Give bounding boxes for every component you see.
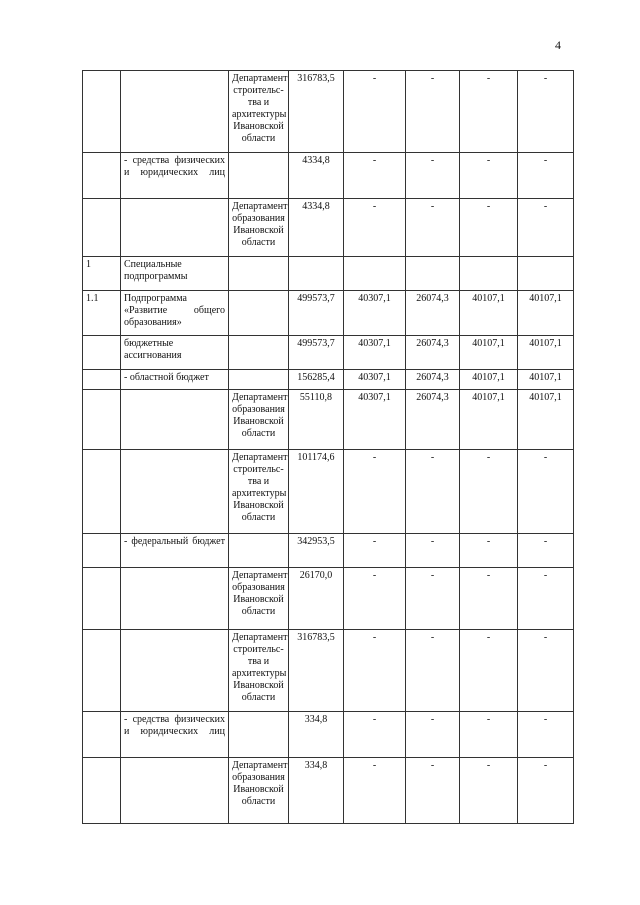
total-amount-cell: 499573,7 <box>289 336 344 370</box>
total-amount-cell: 342953,5 <box>289 534 344 568</box>
executor-cell <box>229 568 289 630</box>
year-amount-cell: - <box>518 712 574 758</box>
table-row <box>83 336 574 370</box>
executor-line: Департамент <box>232 570 288 581</box>
item-name-cell: Специальные подпрограммы <box>121 257 229 291</box>
year-amount-cell: - <box>344 758 406 824</box>
executor-line: Ивановской <box>233 225 284 236</box>
executor-cell <box>229 336 289 370</box>
total-amount-cell: 334,8 <box>289 712 344 758</box>
executor-line: строительс- <box>233 644 284 655</box>
executor-cell <box>229 534 289 568</box>
executor-line: Ивановской <box>233 416 284 427</box>
year-amount-cell: - <box>518 450 574 534</box>
year-amount-cell: - <box>406 153 460 199</box>
total-amount-cell: 4334,8 <box>289 153 344 199</box>
year-amount-cell: - <box>518 71 574 153</box>
year-amount-cell: - <box>518 568 574 630</box>
total-amount-cell: 499573,7 <box>289 291 344 336</box>
year-amount-cell: 40107,1 <box>518 370 574 390</box>
item-name-cell: бюджетные ассигнования <box>121 336 229 370</box>
row-number-cell <box>83 568 121 630</box>
total-amount-cell: 316783,5 <box>289 630 344 712</box>
budget-table <box>82 70 574 824</box>
table-row <box>83 568 574 630</box>
executor-line: Ивановской <box>233 121 284 132</box>
year-amount-cell: 40107,1 <box>518 390 574 450</box>
year-amount-cell: - <box>518 630 574 712</box>
year-amount-cell: - <box>344 199 406 257</box>
year-amount-cell <box>518 257 574 291</box>
executor-line: Департамент <box>232 760 288 771</box>
year-amount-cell: - <box>344 450 406 534</box>
year-amount-cell: - <box>406 450 460 534</box>
year-amount-cell: 40307,1 <box>344 336 406 370</box>
item-name-cell <box>121 71 229 153</box>
item-name-cell <box>121 630 229 712</box>
executor-line: образования <box>232 213 285 224</box>
year-amount-cell: - <box>406 758 460 824</box>
year-amount-cell <box>460 257 518 291</box>
item-name-cell: - средства физических и юридических лиц <box>121 153 229 199</box>
table-row <box>83 630 574 712</box>
year-amount-cell <box>344 257 406 291</box>
item-name-cell: - федеральный бюджет <box>121 534 229 568</box>
row-number-cell <box>83 153 121 199</box>
item-name-cell: Подпрограмма «Развитие общего образования» <box>121 291 229 336</box>
executor-cell <box>229 450 289 534</box>
executor-line: архитектуры <box>232 488 287 499</box>
item-name-cell: - областной бюджет <box>121 370 229 390</box>
executor-line: Ивановской <box>233 594 284 605</box>
executor-line: образования <box>232 404 285 415</box>
executor-line: архитектуры <box>232 668 287 679</box>
year-amount-cell: - <box>344 712 406 758</box>
table-row <box>83 390 574 450</box>
executor-line: области <box>241 606 276 617</box>
total-amount-cell: 156285,4 <box>289 370 344 390</box>
item-name-cell <box>121 199 229 257</box>
executor-cell <box>229 390 289 450</box>
year-amount-cell: - <box>460 712 518 758</box>
year-amount-cell: - <box>460 534 518 568</box>
year-amount-cell: - <box>406 534 460 568</box>
executor-line: образования <box>232 772 285 783</box>
executor-line: тва и <box>247 476 270 487</box>
year-amount-cell: - <box>344 630 406 712</box>
year-amount-cell: 40307,1 <box>344 390 406 450</box>
table-row <box>83 291 574 336</box>
item-name-cell: - средства физических и юридических лиц <box>121 712 229 758</box>
year-amount-cell: 40107,1 <box>460 291 518 336</box>
executor-line: области <box>241 692 276 703</box>
executor-line: строительс- <box>233 85 284 96</box>
total-amount-cell: 4334,8 <box>289 199 344 257</box>
year-amount-cell: 40107,1 <box>518 336 574 370</box>
year-amount-cell: 40307,1 <box>344 370 406 390</box>
year-amount-cell: - <box>460 153 518 199</box>
year-amount-cell: - <box>460 199 518 257</box>
executor-cell <box>229 71 289 153</box>
executor-cell <box>229 370 289 390</box>
row-number-cell <box>83 534 121 568</box>
executor-cell <box>229 630 289 712</box>
row-number-cell <box>83 712 121 758</box>
executor-line: Департамент <box>232 632 288 643</box>
executor-line: области <box>241 428 276 439</box>
executor-cell <box>229 257 289 291</box>
year-amount-cell: - <box>460 71 518 153</box>
year-amount-cell: 26074,3 <box>406 370 460 390</box>
year-amount-cell: - <box>518 534 574 568</box>
executor-line: области <box>241 512 276 523</box>
executor-line: Ивановской <box>233 680 284 691</box>
executor-line: Департамент <box>232 392 288 403</box>
year-amount-cell: 40107,1 <box>518 291 574 336</box>
executor-line: Департамент <box>232 73 288 84</box>
executor-line: тва и <box>247 97 270 108</box>
year-amount-cell: - <box>460 568 518 630</box>
executor-cell <box>229 758 289 824</box>
table-row <box>83 370 574 390</box>
year-amount-cell: - <box>460 630 518 712</box>
year-amount-cell: - <box>406 71 460 153</box>
page-number: 4 <box>555 38 561 52</box>
year-amount-cell: - <box>460 758 518 824</box>
executor-line: архитектуры <box>232 109 287 120</box>
year-amount-cell: 26074,3 <box>406 336 460 370</box>
executor-line: тва и <box>247 656 270 667</box>
year-amount-cell: - <box>344 153 406 199</box>
year-amount-cell <box>406 257 460 291</box>
executor-cell <box>229 712 289 758</box>
year-amount-cell: - <box>460 450 518 534</box>
year-amount-cell: 40107,1 <box>460 370 518 390</box>
total-amount-cell: 55110,8 <box>289 390 344 450</box>
year-amount-cell: - <box>344 71 406 153</box>
table-row <box>83 153 574 199</box>
row-number-cell <box>83 199 121 257</box>
row-number-cell: 1 <box>83 257 121 291</box>
executor-line: области <box>241 133 276 144</box>
table-row <box>83 450 574 534</box>
executor-line: области <box>241 796 276 807</box>
year-amount-cell: - <box>518 758 574 824</box>
row-number-cell <box>83 758 121 824</box>
row-number-cell <box>83 390 121 450</box>
executor-line: образования <box>232 582 285 593</box>
year-amount-cell: - <box>406 199 460 257</box>
year-amount-cell: 40307,1 <box>344 291 406 336</box>
executor-cell <box>229 199 289 257</box>
year-amount-cell: - <box>518 153 574 199</box>
row-number-cell <box>83 450 121 534</box>
year-amount-cell: 40107,1 <box>460 390 518 450</box>
year-amount-cell: - <box>518 199 574 257</box>
year-amount-cell: 26074,3 <box>406 390 460 450</box>
year-amount-cell: 40107,1 <box>460 336 518 370</box>
item-name-cell <box>121 450 229 534</box>
year-amount-cell: - <box>406 630 460 712</box>
row-number-cell: 1.1 <box>83 291 121 336</box>
total-amount-cell: 101174,6 <box>289 450 344 534</box>
item-name-cell <box>121 758 229 824</box>
table-row <box>83 199 574 257</box>
table-row <box>83 257 574 291</box>
executor-line: строительс- <box>233 464 284 475</box>
row-number-cell <box>83 630 121 712</box>
executor-line: Департамент <box>232 201 288 212</box>
row-number-cell <box>83 336 121 370</box>
executor-cell <box>229 291 289 336</box>
executor-line: Департамент <box>232 452 288 463</box>
executor-line: области <box>241 237 276 248</box>
table-row <box>83 712 574 758</box>
year-amount-cell: - <box>344 568 406 630</box>
year-amount-cell: 26074,3 <box>406 291 460 336</box>
item-name-cell <box>121 568 229 630</box>
table-row <box>83 534 574 568</box>
year-amount-cell: - <box>406 712 460 758</box>
total-amount-cell: 334,8 <box>289 758 344 824</box>
table-row <box>83 758 574 824</box>
total-amount-cell <box>289 257 344 291</box>
year-amount-cell: - <box>344 534 406 568</box>
executor-line: Ивановской <box>233 784 284 795</box>
total-amount-cell: 26170,0 <box>289 568 344 630</box>
total-amount-cell: 316783,5 <box>289 71 344 153</box>
executor-line: Ивановской <box>233 500 284 511</box>
table-row <box>83 71 574 153</box>
row-number-cell <box>83 71 121 153</box>
year-amount-cell: - <box>406 568 460 630</box>
item-name-cell <box>121 390 229 450</box>
row-number-cell <box>83 370 121 390</box>
executor-cell <box>229 153 289 199</box>
